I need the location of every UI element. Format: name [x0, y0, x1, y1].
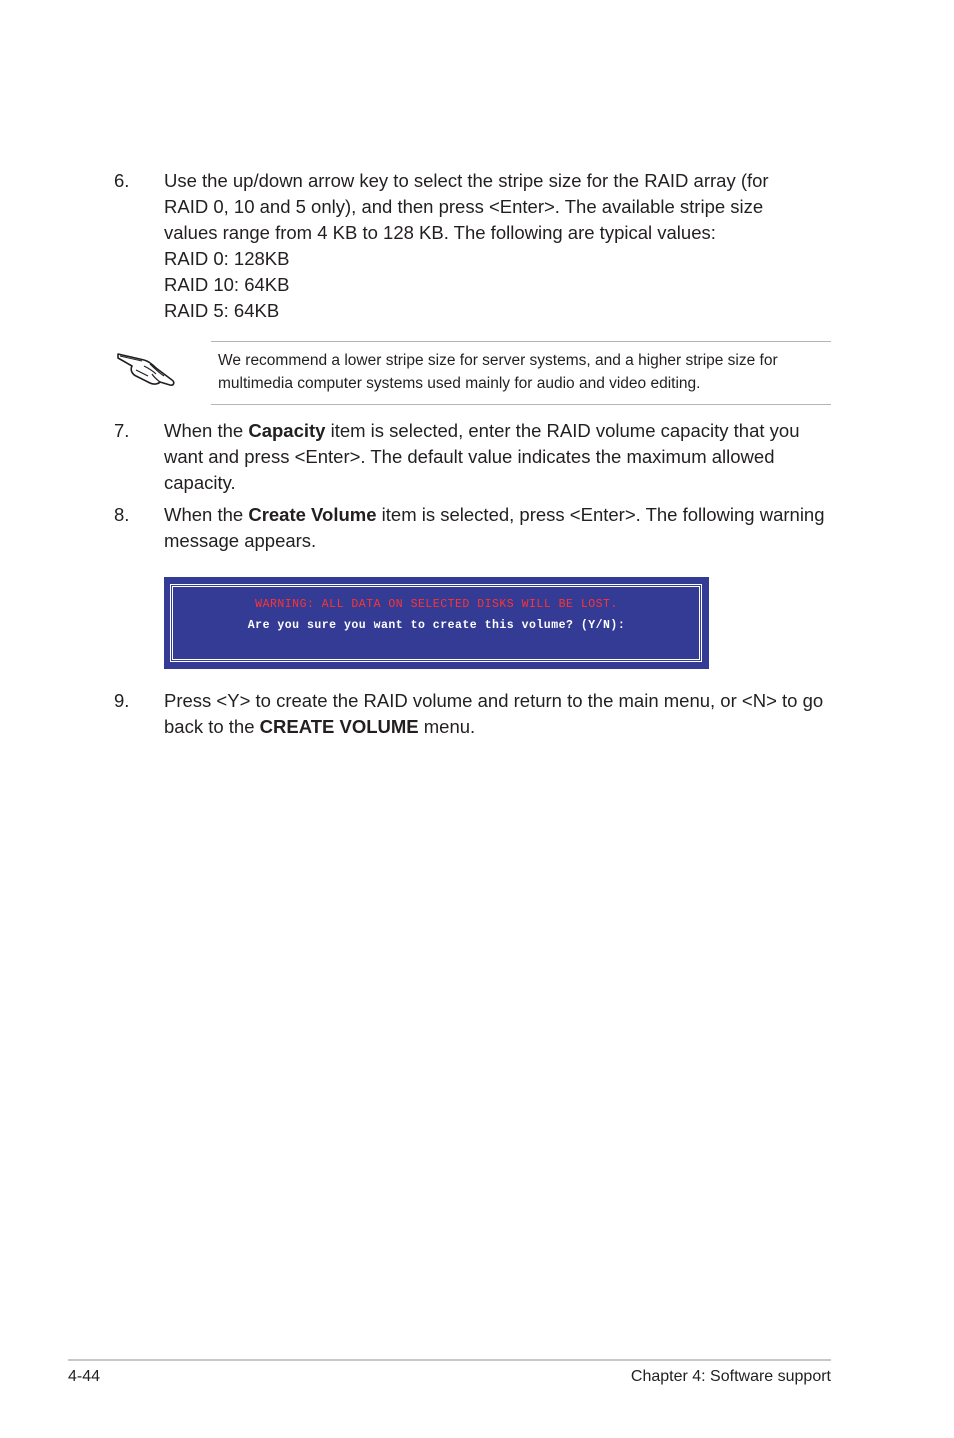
- pointing-hand-icon: [114, 340, 178, 388]
- step-8: [114, 502, 834, 554]
- step-number: 6.: [114, 170, 130, 191]
- step-number: 8.: [114, 504, 130, 525]
- step-number: 9.: [114, 690, 130, 711]
- step-text-pre: When the: [164, 504, 249, 525]
- step-number: 7.: [114, 420, 130, 441]
- step-6: [114, 168, 834, 324]
- raid0-value: RAID 0: 128KB: [164, 248, 290, 269]
- step-text-pre: Press <Y> to create the RAID volume and return to the main menu, or <N> to go back to the: [164, 690, 824, 737]
- step-line: Use the up/down arrow key to select the stripe size for the RAID array (for: [164, 170, 769, 191]
- step-7: [114, 418, 834, 496]
- confirm-prompt: Are you sure you want to create this volume? (Y/N):: [247, 619, 626, 632]
- create-volume-menu-term: CREATE VOLUME: [259, 716, 419, 737]
- step-9: [114, 688, 834, 740]
- step-text-post: item is selected, press <Enter>. The following warning message appears.: [164, 504, 825, 551]
- warning-message: WARNING: ALL DATA ON SELECTED DISKS WILL BE LOST.: [255, 598, 618, 611]
- step-text-pre: When the: [164, 420, 249, 441]
- step-text: [164, 418, 834, 496]
- footer-rule: [68, 1359, 831, 1361]
- step-line: RAID 0, 10 and 5 only), and then press <Enter>. The available stripe size: [164, 196, 764, 217]
- step-text-post: menu.: [418, 716, 476, 737]
- step-text: [164, 168, 834, 324]
- note-top-rule: [211, 341, 831, 342]
- page-number: 4-44: [68, 1368, 101, 1385]
- note-text: We recommend a lower stripe size for server systems, and a higher stripe size for multimedia computer systems used mainly for audio and video editing.: [218, 352, 778, 392]
- step-line: values range from 4 KB to 128 KB. The following are typical values:: [164, 222, 716, 243]
- chapter-title: Chapter 4: Software support: [630, 1368, 831, 1385]
- raid10-value: RAID 10: 64KB: [164, 274, 290, 295]
- warning-dialog-screenshot: [164, 577, 709, 669]
- step-text: [164, 502, 834, 554]
- note-bottom-rule: [211, 404, 831, 405]
- raid5-value: RAID 5: 64KB: [164, 300, 280, 321]
- step-text: [164, 688, 834, 740]
- capacity-term: Capacity: [248, 420, 326, 441]
- create-volume-term: Create Volume: [248, 504, 377, 525]
- step-text-post: item is selected, enter the RAID volume capacity that you want and press <Enter>. The default value indicates the maximum allowed capacity.: [164, 420, 800, 493]
